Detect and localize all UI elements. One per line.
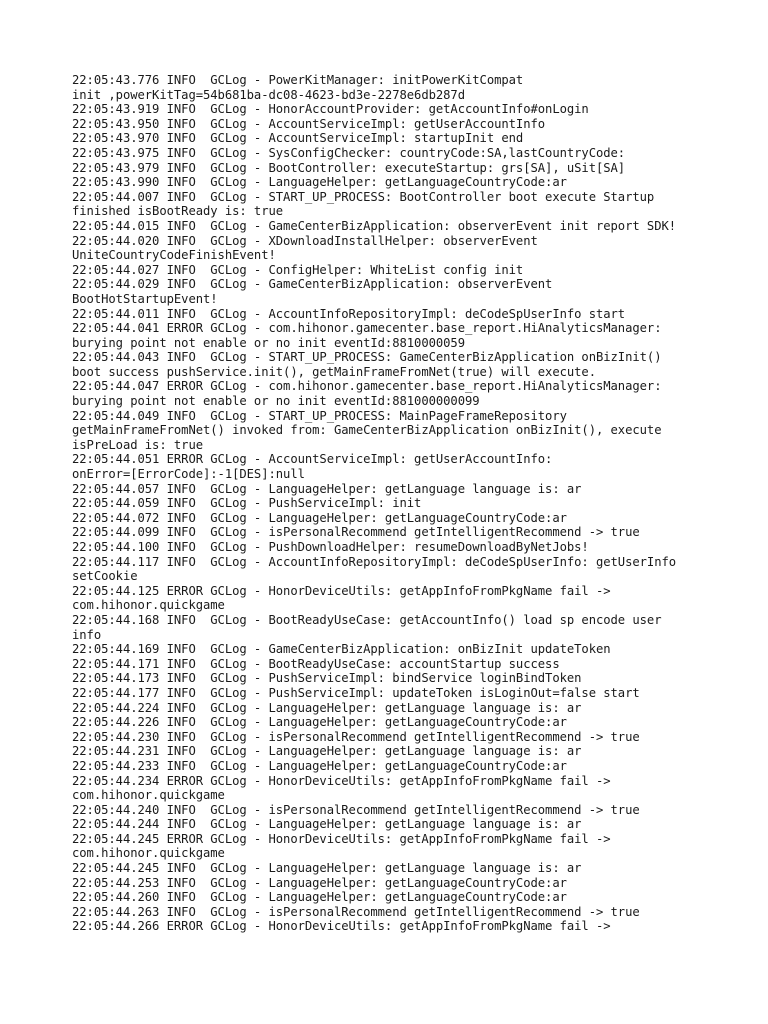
log-line: 22:05:44.099 INFO GCLog - isPersonalRecommend getIntelligentRecommend -> true — [72, 525, 640, 540]
log-line: 22:05:44.100 INFO GCLog - PushDownloadHelper: resumeDownloadByNetJobs! — [72, 540, 589, 554]
log-line: 22:05:44.234 ERROR GCLog - HonorDeviceUtils: getAppInfoFromPkgName fail -> — [72, 773, 611, 788]
log-line: 22:05:44.224 INFO GCLog - LanguageHelper: getLanguage language is: ar — [72, 700, 582, 715]
log-line: 22:05:43.979 INFO GCLog - BootController: executeStartup: grs[SA], uSit[SA] — [72, 160, 626, 175]
log-line: 22:05:44.244 INFO GCLog - LanguageHelper: getLanguage language is: ar — [72, 817, 582, 832]
log-line: 22:05:43.990 INFO GCLog - LanguageHelper: getLanguageCountryCode:ar — [72, 175, 567, 190]
log-line: 22:05:44.015 INFO GCLog - GameCenterBizApplication: observerEvent init report SDK! — [72, 218, 677, 233]
log-line: 22:05:43.776 INFO GCLog - PowerKitManager: initPowerKitCompat — [72, 73, 524, 87]
log-line: 22:05:44.233 INFO GCLog - LanguageHelper: getLanguageCountryCode:ar — [72, 758, 567, 773]
log-line: 22:05:44.266 ERROR GCLog - HonorDeviceUtils: getAppInfoFromPkgName fail -> — [72, 919, 611, 934]
log-line: 22:05:44.057 INFO GCLog - LanguageHelper: getLanguage language is: ar — [72, 481, 582, 496]
log-line: com.hihonor.quickgame — [72, 846, 225, 861]
log-line: 22:05:44.117 INFO GCLog - AccountInfoRepositoryImpl: deCodeSpUserInfo: getUserInfo — [72, 554, 677, 569]
log-line: 22:05:44.245 ERROR GCLog - HonorDeviceUtils: getAppInfoFromPkgName fail -> — [72, 831, 611, 846]
log-line: 22:05:44.125 ERROR GCLog - HonorDeviceUtils: getAppInfoFromPkgName fail -> — [72, 583, 611, 598]
log-document — [72, 73, 712, 949]
log-line: 22:05:44.168 INFO GCLog - BootReadyUseCase: getAccountInfo() load sp encode user — [72, 612, 662, 627]
log-line: 22:05:44.027 INFO GCLog - ConfigHelper: WhiteList config init — [72, 262, 524, 277]
log-line: burying point not enable or no init eventId:881000000099 — [72, 394, 480, 409]
log-line: burying point not enable or no init eventId:8810000059 — [72, 335, 465, 350]
log-line — [72, 934, 712, 949]
log-line: 22:05:43.919 INFO GCLog - HonorAccountProvider: getAccountInfo#onLogin — [72, 102, 589, 117]
log-line: 22:05:44.171 INFO GCLog - BootReadyUseCase: accountStartup success — [72, 656, 560, 671]
log-line: finished isBootReady is: true — [72, 204, 284, 219]
log-line: 22:05:44.240 INFO GCLog - isPersonalRecommend getIntelligentRecommend -> true — [72, 802, 640, 817]
log-line: isPreLoad is: true — [72, 437, 203, 452]
log-line: 22:05:43.950 INFO GCLog - AccountServiceImpl: getUserAccountInfo — [72, 116, 546, 131]
log-line: 22:05:44.043 INFO GCLog - START_UP_PROCESS: GameCenterBizApplication onBizInit() — [72, 350, 662, 365]
log-line: 22:05:44.169 INFO GCLog - GameCenterBizApplication: onBizInit updateToken — [72, 642, 611, 657]
log-line: 22:05:44.029 INFO GCLog - GameCenterBizApplication: observerEvent — [72, 277, 553, 292]
log-line: 22:05:44.245 INFO GCLog - LanguageHelper: getLanguage language is: ar — [72, 861, 582, 876]
log-line: 22:05:44.047 ERROR GCLog - com.hihonor.gamecenter.base_report.HiAnalyticsManager: — [72, 379, 662, 394]
log-line: 22:05:44.177 INFO GCLog - PushServiceImpl: updateToken isLoginOut=false start — [72, 685, 640, 700]
log-line: 22:05:44.011 INFO GCLog - AccountInfoRepositoryImpl: deCodeSpUserInfo start — [72, 306, 626, 321]
log-line: setCookie — [72, 569, 138, 584]
log-line: 22:05:44.230 INFO GCLog - isPersonalRecommend getIntelligentRecommend -> true — [72, 729, 640, 744]
log-line: 22:05:44.051 ERROR GCLog - AccountServiceImpl: getUserAccountInfo: — [72, 452, 553, 467]
log-line: 22:05:44.007 INFO GCLog - START_UP_PROCESS: BootController boot execute Startup — [72, 189, 655, 204]
log-line: 22:05:44.173 INFO GCLog - PushServiceImpl: bindService loginBindToken — [72, 671, 582, 686]
log-line: 22:05:44.059 INFO GCLog - PushServiceImpl: init — [72, 496, 422, 511]
log-line: 22:05:44.260 INFO GCLog - LanguageHelper: getLanguageCountryCode:ar — [72, 890, 567, 905]
log-line: 22:05:43.970 INFO GCLog - AccountServiceImpl: startupInit end — [72, 131, 524, 146]
log-line: UniteCountryCodeFinishEvent! — [72, 248, 276, 263]
log-line: com.hihonor.quickgame — [72, 598, 225, 613]
log-line: getMainFrameFromNet() invoked from: GameCenterBizApplication onBizInit(), execute — [72, 423, 662, 438]
log-line: boot success pushService.init(), getMainFrameFromNet(true) will execute. — [72, 364, 596, 379]
log-line: info — [72, 627, 102, 642]
log-line: 22:05:44.072 INFO GCLog - LanguageHelper: getLanguageCountryCode:ar — [72, 510, 567, 525]
log-line: BootHotStartupEvent! — [72, 291, 218, 306]
log-line: 22:05:44.049 INFO GCLog - START_UP_PROCESS: MainPageFrameRepository — [72, 408, 567, 423]
log-line: 22:05:44.263 INFO GCLog - isPersonalRecommend getIntelligentRecommend -> true — [72, 904, 640, 919]
log-line: 22:05:44.226 INFO GCLog - LanguageHelper: getLanguageCountryCode:ar — [72, 715, 567, 730]
log-line: 22:05:43.975 INFO GCLog - SysConfigChecker: countryCode:SA,lastCountryCode: — [72, 145, 626, 160]
log-line: 22:05:44.253 INFO GCLog - LanguageHelper: getLanguageCountryCode:ar — [72, 875, 567, 890]
log-line: 22:05:44.041 ERROR GCLog - com.hihonor.gamecenter.base_report.HiAnalyticsManager: — [72, 321, 662, 336]
log-line: com.hihonor.quickgame — [72, 788, 225, 803]
log-line: 22:05:44.020 INFO GCLog - XDownloadInstallHelper: observerEvent — [72, 233, 538, 248]
log-line: 22:05:44.231 INFO GCLog - LanguageHelper: getLanguage language is: ar — [72, 744, 582, 759]
log-line: onError=[ErrorCode]:-1[DES]:null — [72, 467, 305, 482]
log-line: init ,powerKitTag=54b681ba-dc08-4623-bd3e-2278e6db287d — [72, 87, 465, 102]
